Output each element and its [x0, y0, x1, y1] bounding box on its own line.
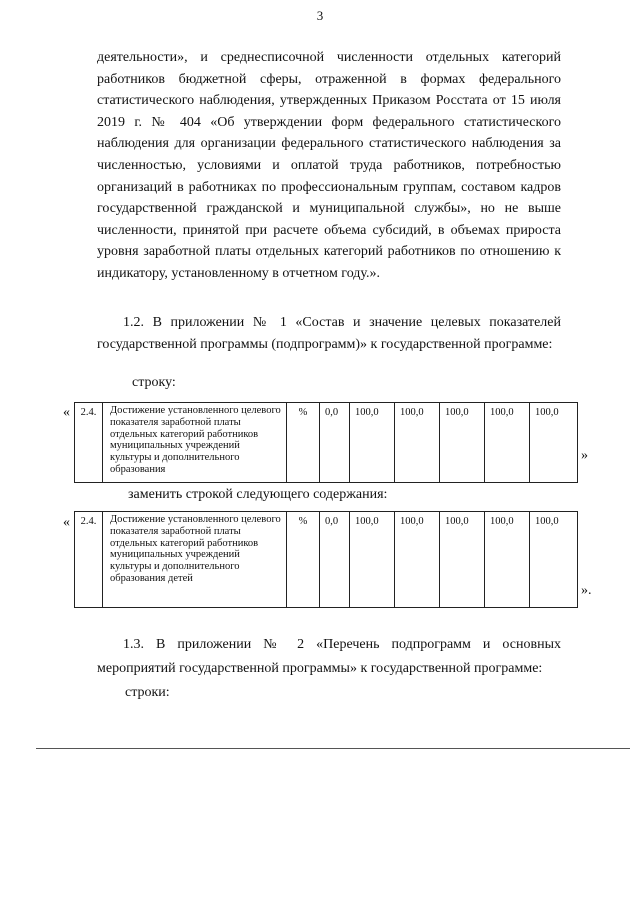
- value-cell: 100,0: [395, 403, 440, 483]
- value-cell: 0,0: [320, 403, 350, 483]
- unit-cell: %: [287, 512, 320, 608]
- paragraph-1-2: 1.2. В приложении № 1 «Состав и значение целевых показателей государственной программы (подпрограмм)» к государственной программе:: [97, 315, 561, 352]
- page-bottom-rule: [36, 748, 630, 749]
- open-quote-new: «: [63, 515, 70, 530]
- table-new-row: [74, 511, 578, 608]
- paragraph-1-3: 1.3. В приложении № 2 «Перечень подпрограмм и основных мероприятий государственной программы» к государственной программе:: [97, 637, 561, 676]
- indicator-description: Достижение установленного целевого показателя заработной платы отдельных категорий работников муниципальных учреждений культуры и дополнительного образования детей: [103, 512, 287, 608]
- value-cell: 100,0: [530, 403, 578, 483]
- value-cell: 100,0: [485, 512, 530, 608]
- label-stroki: строки:: [125, 685, 170, 700]
- value-cell: 100,0: [485, 403, 530, 483]
- unit-cell: %: [287, 403, 320, 483]
- label-stroku: строку:: [132, 375, 176, 390]
- value-cell: 100,0: [350, 403, 395, 483]
- row-number: 2.4.: [75, 403, 103, 483]
- page-number: 3: [316, 8, 324, 23]
- value-cell: 100,0: [530, 512, 578, 608]
- value-cell: 0,0: [320, 512, 350, 608]
- indicator-description: Достижение установленного целевого показателя заработной платы отдельных категорий работников муниципальных учреждений культуры и дополнительного образования: [103, 403, 287, 483]
- value-cell: 100,0: [440, 403, 485, 483]
- open-quote-old: «: [63, 405, 70, 420]
- table-old-row: [74, 402, 578, 483]
- value-cell: 100,0: [440, 512, 485, 608]
- value-cell: 100,0: [395, 512, 440, 608]
- close-quote-old: »: [581, 448, 588, 463]
- value-cell: 100,0: [350, 512, 395, 608]
- close-quote-new: ».: [581, 583, 592, 598]
- paragraph-continuation: деятельности», и среднесписочной численности отдельных категорий работников бюджетной сферы, отраженной в формах федерального статистического наблюдения, утвержденных Приказом Росстата от 15 июля 2019 г. № 404 «Об утверждении форм федерального статистического наблюдения для организации федерального статистического наблюдения за численностью, условиями и оплатой труда работников, потребностью организаций в работниках по профессиональным группам, составом кадров государственной гражданской и муниципальной службы», но не выше численности, принятой при расчете объема субсидий, в объемах прироста уровня заработной платы отдельных категорий работников по отношению к индикатору, установленному в отчетном году.».: [97, 50, 561, 281]
- row-number: 2.4.: [75, 512, 103, 608]
- label-zamenit: заменить строкой следующего содержания:: [128, 487, 388, 502]
